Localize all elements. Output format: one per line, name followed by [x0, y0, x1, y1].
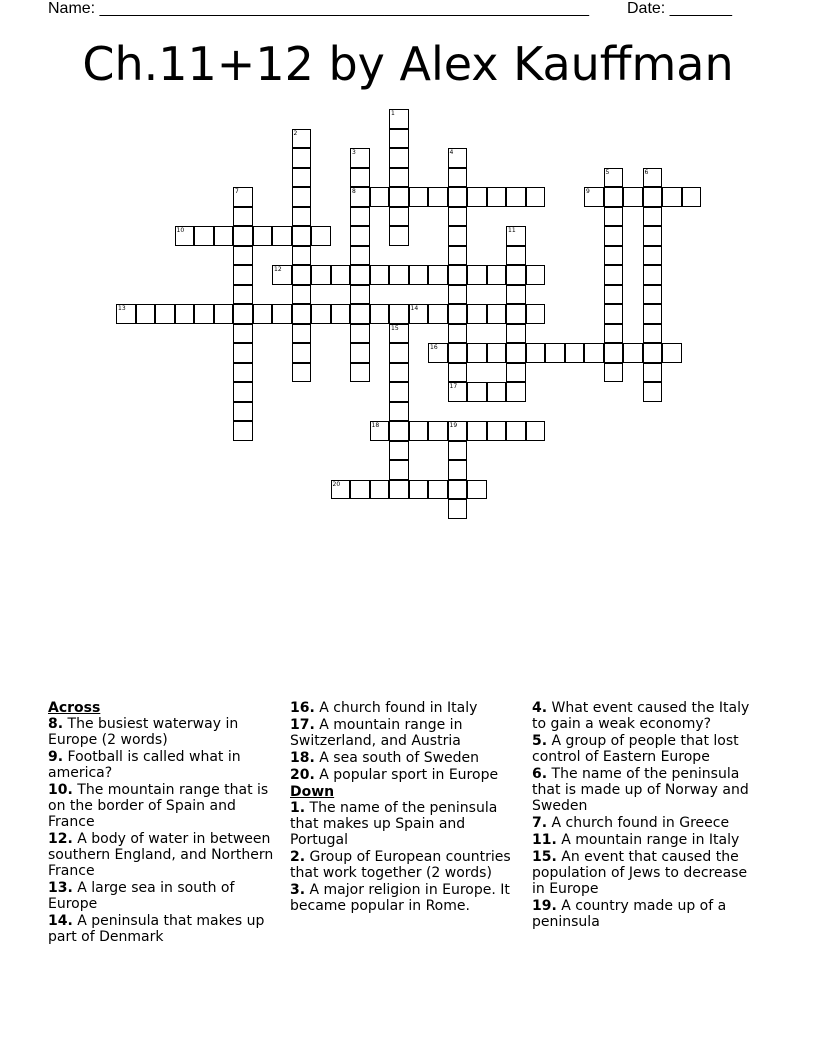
- grid-cell: [350, 285, 370, 305]
- grid-cell: [233, 421, 253, 441]
- grid-cell: [136, 304, 156, 324]
- grid-cell: [155, 304, 175, 324]
- grid-cell: [487, 304, 507, 324]
- clue-down-6: 6. The name of the peninsula that is made up of Norway and Sweden: [532, 766, 749, 814]
- clue-down-7: 7. A church found in Greece: [532, 815, 730, 831]
- grid-cell: [448, 304, 468, 324]
- grid-cell: [526, 304, 546, 324]
- grid-cell: [448, 480, 468, 500]
- grid-cell: [409, 265, 429, 285]
- clue-down-2: 2. Group of European countries that work together (2 words): [290, 849, 511, 881]
- grid-cell: [233, 285, 253, 305]
- clue-down-3: 3. A major religion in Europe. It became popular in Rome.: [290, 882, 510, 914]
- grid-cell: [467, 343, 487, 363]
- grid-cell: [233, 265, 253, 285]
- grid-cell: [467, 382, 487, 402]
- grid-cell: [370, 421, 390, 441]
- grid-cell: [448, 421, 468, 441]
- clue-number: 10: [176, 227, 185, 234]
- grid-cell: [350, 324, 370, 344]
- clue-number: 3: [352, 149, 356, 156]
- grid-cell: [331, 480, 351, 500]
- grid-cell: [350, 207, 370, 227]
- grid-cell: [428, 187, 448, 207]
- grid-cell: [175, 226, 195, 246]
- clue-across-20: 20. A popular sport in Europe: [290, 767, 499, 783]
- grid-cell: [389, 421, 409, 441]
- clue-number: 11: [508, 227, 516, 234]
- grid-cell: [350, 246, 370, 266]
- grid-cell: [409, 304, 429, 324]
- grid-cell: [467, 187, 487, 207]
- grid-cell: [643, 343, 663, 363]
- grid-cell: [448, 226, 468, 246]
- grid-cell: [467, 480, 487, 500]
- grid-cell: [331, 304, 351, 324]
- grid-cell: [253, 304, 273, 324]
- grid-cell: [331, 265, 351, 285]
- grid-cell: [292, 363, 312, 383]
- clue-number: 6: [644, 168, 649, 176]
- clue-down-11: 11. A mountain range in Italy: [532, 832, 740, 848]
- grid-cell: [350, 187, 370, 207]
- grid-cell: [604, 265, 624, 285]
- grid-cell: [526, 187, 546, 207]
- grid-cell: [233, 226, 253, 246]
- grid-cell: [292, 265, 312, 285]
- grid-cell: [311, 226, 331, 246]
- grid-cell: [370, 304, 390, 324]
- clue-number: 17: [449, 383, 458, 390]
- grid-cell: [292, 168, 312, 188]
- grid-cell: [506, 304, 526, 324]
- grid-cell: [448, 148, 468, 168]
- grid-cell: [487, 343, 507, 363]
- clue-number: 20: [332, 480, 341, 488]
- grid-cell: [584, 343, 604, 363]
- grid-cell: [526, 343, 546, 363]
- grid-cell: [448, 246, 468, 266]
- grid-cell: [292, 324, 312, 344]
- grid-cell: [389, 324, 409, 344]
- grid-cell: [194, 304, 214, 324]
- clue-number: 12: [274, 266, 282, 273]
- grid-cell: [409, 421, 429, 441]
- clue-column-1: [48, 700, 280, 946]
- down-heading: Down: [290, 784, 335, 800]
- grid-cell: [604, 324, 624, 344]
- grid-cell: [506, 265, 526, 285]
- clue-down-15: 15. An event that caused the population of Jews to decrease in Europe: [532, 849, 748, 897]
- grid-cell: [526, 421, 546, 441]
- grid-cell: [448, 363, 468, 383]
- grid-cell: [292, 187, 312, 207]
- clue-number: 2: [293, 129, 298, 137]
- grid-cell: [487, 421, 507, 441]
- grid-cell: [448, 460, 468, 480]
- page-title: Ch.11+12 by Alex Kauffman: [82, 37, 734, 91]
- clue-across-8: 8. The busiest waterway in Europe (2 words): [48, 716, 239, 748]
- grid-cell: [448, 168, 468, 188]
- grid-cell: [233, 402, 253, 422]
- grid-cell: [272, 265, 292, 285]
- grid-cell: [643, 285, 663, 305]
- grid-cell: [389, 265, 409, 285]
- grid-cell: [370, 187, 390, 207]
- grid-cell: [389, 382, 409, 402]
- grid-cell: [350, 265, 370, 285]
- clue-down-1: 1. The name of the peninsula that makes up Spain and Portugal: [290, 800, 498, 848]
- clue-number: 5: [605, 168, 610, 176]
- clue-column-3: [532, 700, 764, 931]
- grid-cell: [350, 480, 370, 500]
- grid-cell: [389, 226, 409, 246]
- grid-cell: [428, 421, 448, 441]
- grid-cell: [506, 187, 526, 207]
- across-heading: Across: [48, 700, 101, 716]
- grid-cell: [428, 304, 448, 324]
- grid-cell: [682, 187, 702, 207]
- clue-number: 8: [352, 188, 356, 195]
- grid-cell: [389, 207, 409, 227]
- grid-cell: [448, 441, 468, 461]
- grid-cell: [428, 265, 448, 285]
- grid-cell: [233, 363, 253, 383]
- grid-cell: [467, 421, 487, 441]
- grid-cell: [448, 499, 468, 519]
- grid-cell: [506, 246, 526, 266]
- clue-number: 9: [586, 188, 590, 195]
- grid-cell: [604, 246, 624, 266]
- grid-cell: [233, 324, 253, 344]
- grid-cell: [448, 324, 468, 344]
- grid-cell: [292, 343, 312, 363]
- grid-cell: [506, 382, 526, 402]
- grid-cell: [448, 207, 468, 227]
- grid-cell: [448, 382, 468, 402]
- date-field-label: Date: _______: [627, 0, 732, 17]
- clue-across-13: 13. A large sea in south of Europe: [48, 880, 235, 912]
- grid-cell: [233, 207, 253, 227]
- grid-cell: [292, 148, 312, 168]
- grid-cell: [311, 304, 331, 324]
- grid-cell: [233, 343, 253, 363]
- grid-cell: [526, 265, 546, 285]
- grid-cell: [389, 441, 409, 461]
- grid-cell: [604, 187, 624, 207]
- grid-cell: [214, 226, 234, 246]
- clue-down-19: 19. A country made up of a peninsula: [532, 898, 727, 930]
- grid-cell: [604, 363, 624, 383]
- clue-number: 16: [430, 344, 438, 351]
- clue-down-5: 5. A group of people that lost control of Eastern Europe: [532, 733, 739, 765]
- grid-cell: [311, 265, 331, 285]
- grid-cell: [487, 187, 507, 207]
- grid-cell: [604, 343, 624, 363]
- grid-cell: [604, 168, 624, 188]
- grid-cell: [233, 382, 253, 402]
- grid-cell: [292, 304, 312, 324]
- grid-cell: [604, 285, 624, 305]
- grid-cell: [448, 187, 468, 207]
- grid-cell: [389, 187, 409, 207]
- clue-number: 7: [235, 188, 239, 195]
- grid-cell: [389, 402, 409, 422]
- grid-cell: [272, 304, 292, 324]
- grid-cell: [643, 226, 663, 246]
- grid-cell: [643, 304, 663, 324]
- grid-cell: [389, 129, 409, 149]
- grid-cell: [389, 460, 409, 480]
- clue-number: 14: [410, 305, 419, 312]
- clue-number: 15: [391, 324, 399, 332]
- grid-cell: [292, 129, 312, 149]
- grid-cell: [487, 382, 507, 402]
- grid-cell: [467, 304, 487, 324]
- clue-column-2: [290, 700, 522, 915]
- grid-cell: [409, 187, 429, 207]
- grid-cell: [448, 265, 468, 285]
- grid-cell: [350, 168, 370, 188]
- grid-cell: [643, 265, 663, 285]
- grid-cell: [604, 226, 624, 246]
- grid-cell: [643, 207, 663, 227]
- grid-cell: [643, 168, 663, 188]
- grid-cell: [194, 226, 214, 246]
- grid-cell: [604, 207, 624, 227]
- name-field-label: Name: _______________________________________________________: [48, 0, 589, 17]
- grid-cell: [233, 246, 253, 266]
- clue-number: 18: [371, 422, 380, 429]
- grid-cell: [292, 226, 312, 246]
- grid-cell: [643, 187, 663, 207]
- grid-cell: [253, 226, 273, 246]
- grid-cell: [506, 363, 526, 383]
- grid-cell: [506, 324, 526, 344]
- grid-cell: [370, 480, 390, 500]
- clue-number: 1: [391, 110, 395, 117]
- grid-cell: [467, 265, 487, 285]
- grid-cell: [565, 343, 585, 363]
- grid-cell: [448, 285, 468, 305]
- grid-cell: [350, 304, 370, 324]
- grid-cell: [584, 187, 604, 207]
- grid-cell: [116, 304, 136, 324]
- grid-cell: [643, 363, 663, 383]
- clue-across-18: 18. A sea south of Sweden: [290, 750, 480, 766]
- grid-cell: [233, 187, 253, 207]
- grid-cell: [604, 304, 624, 324]
- grid-cell: [389, 168, 409, 188]
- grid-cell: [233, 304, 253, 324]
- grid-cell: [389, 363, 409, 383]
- clue-number: 13: [118, 305, 126, 312]
- grid-cell: [292, 207, 312, 227]
- clue-across-17: 17. A mountain range in Switzerland, and Austria: [290, 717, 463, 749]
- grid-cell: [623, 187, 643, 207]
- grid-cell: [506, 226, 526, 246]
- grid-cell: [487, 265, 507, 285]
- grid-cell: [643, 246, 663, 266]
- grid-cell: [428, 343, 448, 363]
- grid-cell: [214, 304, 234, 324]
- grid-cell: [292, 246, 312, 266]
- clue-across-9: 9. Football is called what in america?: [48, 749, 241, 781]
- grid-cell: [448, 343, 468, 363]
- grid-cell: [350, 343, 370, 363]
- grid-cell: [428, 480, 448, 500]
- grid-cell: [409, 480, 429, 500]
- grid-cell: [506, 285, 526, 305]
- grid-cell: [389, 480, 409, 500]
- clue-across-10: 10. The mountain range that is on the border of Spain and France: [48, 782, 269, 830]
- grid-cell: [175, 304, 195, 324]
- grid-cell: [506, 343, 526, 363]
- grid-cell: [389, 109, 409, 129]
- grid-cell: [350, 148, 370, 168]
- clue-across-16: 16. A church found in Italy: [290, 700, 478, 716]
- grid-cell: [643, 324, 663, 344]
- grid-cell: [370, 265, 390, 285]
- grid-cell: [506, 421, 526, 441]
- grid-cell: [662, 187, 682, 207]
- clue-across-14: 14. A peninsula that makes up part of Denmark: [48, 913, 265, 945]
- grid-cell: [643, 382, 663, 402]
- clue-across-12: 12. A body of water in between southern England, and Northern France: [48, 831, 274, 879]
- grid-cell: [545, 343, 565, 363]
- grid-cell: [350, 226, 370, 246]
- grid-cell: [389, 343, 409, 363]
- grid-cell: [272, 226, 292, 246]
- clue-number: 4: [449, 149, 454, 156]
- clue-number: 19: [449, 422, 458, 429]
- grid-cell: [662, 343, 682, 363]
- grid-cell: [389, 148, 409, 168]
- grid-cell: [623, 343, 643, 363]
- grid-cell: [389, 304, 409, 324]
- grid-cell: [350, 363, 370, 383]
- clue-down-4: 4. What event caused the Italy to gain a weak economy?: [532, 700, 750, 732]
- grid-cell: [292, 285, 312, 305]
